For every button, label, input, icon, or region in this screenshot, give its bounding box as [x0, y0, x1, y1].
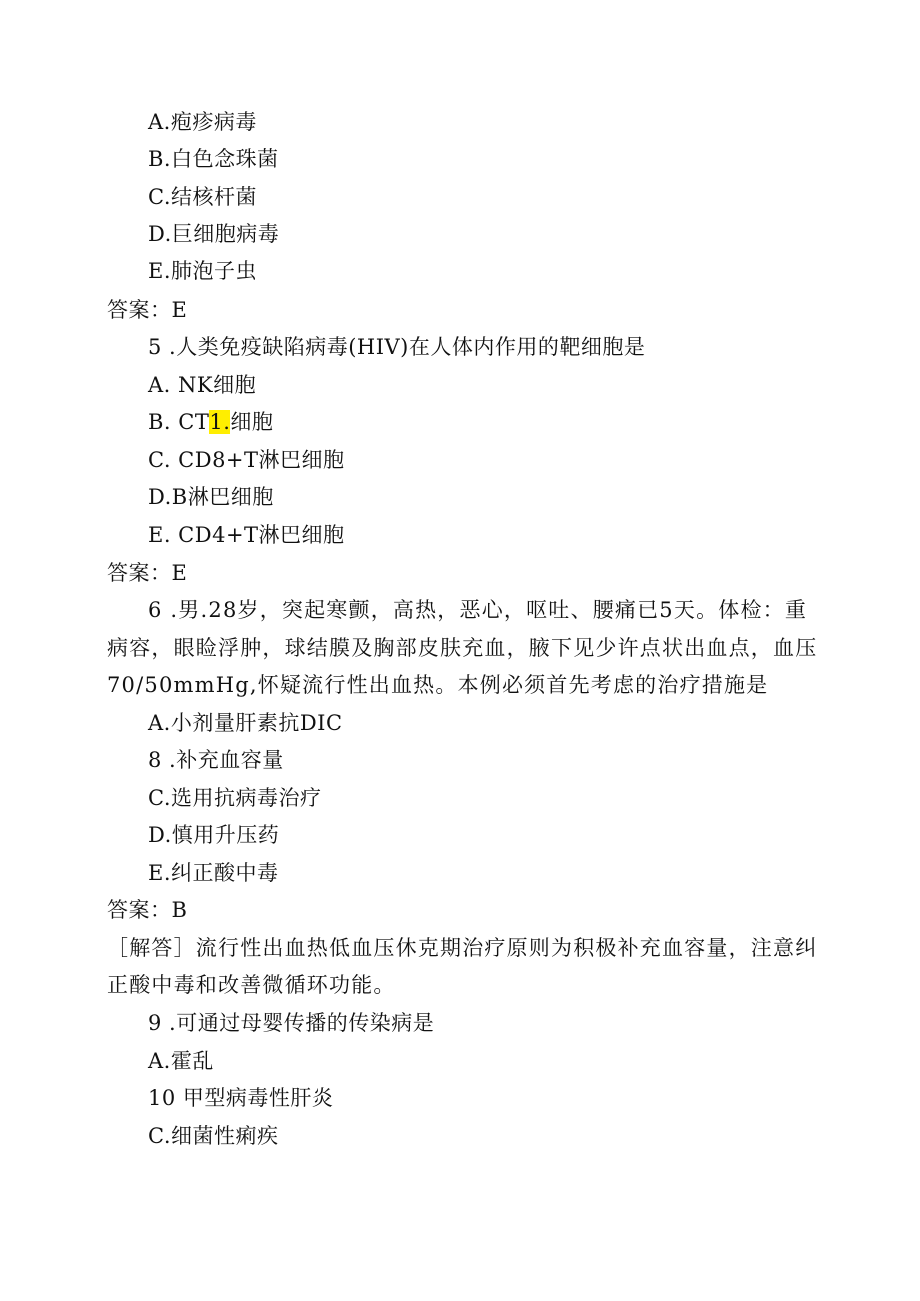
q4-option-d: D.巨细胞病毒 — [148, 222, 280, 246]
q6-option-d: D.慎用升压药 — [148, 823, 280, 847]
q6-option-c: C.选用抗病毒治疗 — [148, 786, 322, 810]
q6-answer: 答案：B — [107, 898, 188, 922]
q6-explanation-line1: ［解答］流行性出血热低血压休克期治疗原则为积极补充血容量，注意纠 — [107, 936, 818, 960]
q9-option-c: C.细菌性痢疾 — [148, 1124, 279, 1148]
q4-option-c: C.结核杆菌 — [148, 185, 257, 209]
q5-option-b-prefix: B. CT — [148, 410, 210, 434]
q4-option-e: E.肺泡子虫 — [148, 259, 258, 283]
q4-option-b: B.白色念珠菌 — [148, 147, 279, 171]
q4-answer: 答案：E — [107, 298, 188, 322]
q4-option-a: A.疱疹病毒 — [148, 110, 257, 134]
q5-stem: 5 .人类免疫缺陷病毒(HIV)在人体内作用的靶细胞是 — [148, 335, 646, 359]
q6-stem-line3: 70/50mmHg,怀疑流行性出血热。本例必须首先考虑的治疗措施是 — [107, 673, 769, 697]
q5-option-d: D.B淋巴细胞 — [148, 485, 274, 509]
q5-option-b — [148, 409, 273, 435]
q6-stem-line1: 6 .男.28岁，突起寒颤，高热，恶心，呕吐、腰痛已5天。体检：重 — [148, 598, 808, 622]
highlighted-text: 1. — [209, 410, 231, 434]
q5-option-e: E. CD4+T淋巴细胞 — [148, 523, 345, 547]
q5-option-b-suffix: 细胞 — [230, 410, 274, 434]
q9-stem: 9 .可通过母婴传播的传染病是 — [148, 1011, 435, 1035]
q5-option-a: A. NK细胞 — [148, 373, 257, 397]
q9-option-a: A.霍乱 — [148, 1049, 214, 1073]
q9-option-b: 10 甲型病毒性肝炎 — [148, 1086, 334, 1110]
q6-option-e: E.纠正酸中毒 — [148, 861, 279, 885]
q6-option-b: 8 .补充血容量 — [148, 748, 284, 772]
q6-option-a: A.小剂量肝素抗DIC — [148, 711, 343, 735]
q6-explanation-line2: 正酸中毒和改善微循环功能。 — [107, 973, 396, 997]
q5-option-c: C. CD8+T淋巴细胞 — [148, 448, 345, 472]
q5-answer: 答案：E — [107, 561, 188, 585]
q6-stem-line2: 病容，眼睑浮肿，球结膜及胸部皮肤充血，腋下见少许点状出血点，血压 — [107, 636, 818, 660]
